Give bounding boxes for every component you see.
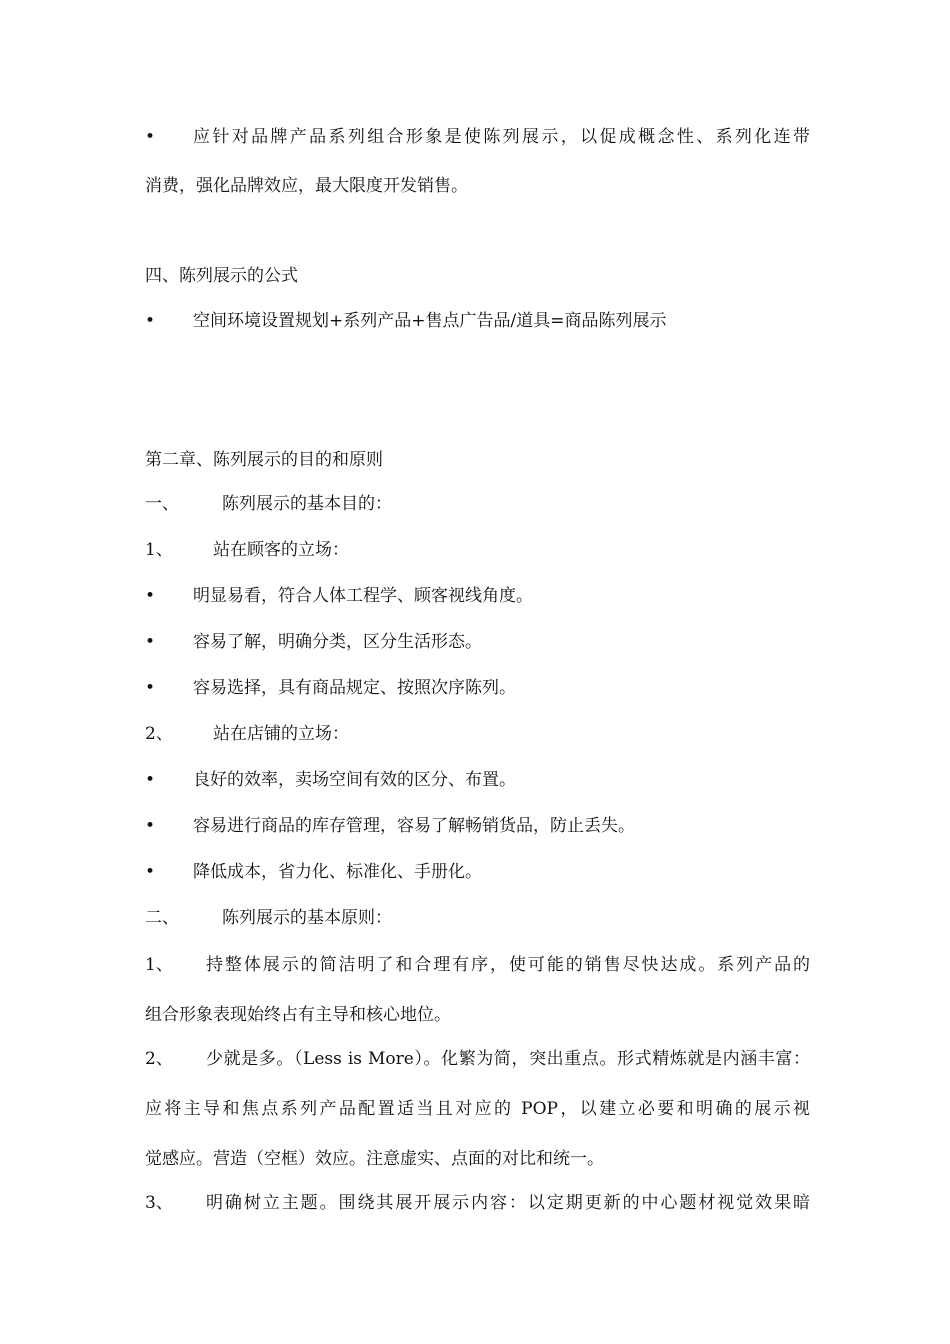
bullet-text: 明显易看，符合人体工程学、顾客视线角度。	[193, 586, 533, 606]
bullet-marker: •	[145, 127, 156, 147]
section-heading: 四、陈列展示的公式	[145, 266, 298, 286]
paragraph-line: 应针对品牌产品系列组合形象是使陈列展示，以促成概念性、系列化连带	[193, 127, 810, 147]
item-number: 3、	[145, 1193, 173, 1213]
paragraph-line: 应将主导和焦点系列产品配置适当且对应的 POP，以建立必要和明确的展示视	[145, 1099, 810, 1119]
paragraph-line: 消费，强化品牌效应，最大限度开发销售。	[145, 176, 468, 196]
bullet-marker: •	[145, 311, 156, 331]
item-heading: 站在店铺的立场：	[213, 724, 349, 744]
chapter-title: 第二章、陈列展示的目的和原则	[145, 450, 383, 470]
bullet-marker: •	[145, 678, 156, 698]
paragraph-line: 觉感应。营造（空框）效应。注意虚实、点面的对比和统一。	[145, 1149, 604, 1169]
item-number: 1、	[145, 955, 173, 975]
bullet-marker: •	[145, 586, 156, 606]
paragraph-line: 组合形象表现始终占有主导和核心地位。	[145, 1005, 451, 1025]
item-number: 2、	[145, 1049, 173, 1069]
bullet-marker: •	[145, 862, 156, 882]
part-number: 二、	[145, 908, 179, 928]
bullet-marker: •	[145, 632, 156, 652]
part-heading: 陈列展示的基本目的：	[222, 494, 392, 514]
bullet-text: 良好的效率，卖场空间有效的区分、布置。	[193, 770, 516, 790]
item-heading: 站在顾客的立场：	[213, 540, 349, 560]
bullet-marker: •	[145, 770, 156, 790]
item-number: 2、	[145, 724, 173, 744]
bullet-marker: •	[145, 816, 156, 836]
paragraph-line: 少就是多。（Less is More）。化繁为简，突出重点。形式精炼就是内涵丰富：	[206, 1049, 810, 1069]
bullet-text: 降低成本，省力化、标准化、手册化。	[193, 862, 482, 882]
bullet-text: 空间环境设置规划+系列产品+售点广告品/道具=商品陈列展示	[193, 311, 667, 331]
paragraph-line: 明确树立主题。围绕其展开展示内容：以定期更新的中心题材视觉效果暗	[206, 1193, 810, 1213]
bullet-text: 容易了解，明确分类，区分生活形态。	[193, 632, 482, 652]
paragraph-line: 持整体展示的简洁明了和合理有序，使可能的销售尽快达成。系列产品的	[206, 955, 810, 975]
item-number: 1、	[145, 540, 173, 560]
part-number: 一、	[145, 494, 179, 514]
bullet-text: 容易进行商品的库存管理，容易了解畅销货品，防止丢失。	[193, 816, 635, 836]
bullet-text: 容易选择，具有商品规定、按照次序陈列。	[193, 678, 516, 698]
part-heading: 陈列展示的基本原则：	[222, 908, 392, 928]
